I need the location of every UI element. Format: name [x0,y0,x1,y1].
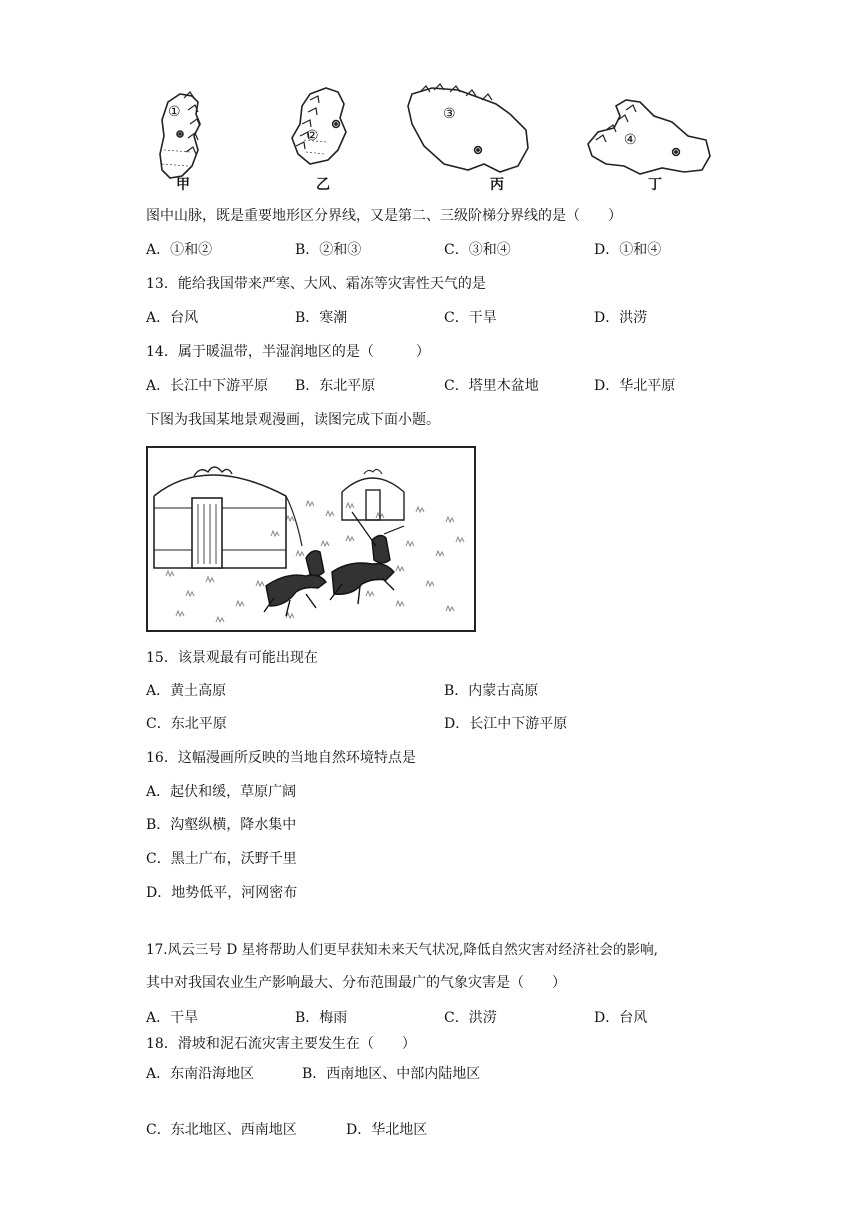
q16-option-a[interactable]: A．起伏和缓，草原广阔 [146,784,297,800]
q13-option-b[interactable]: B．寒潮 [295,310,348,326]
map-bing [408,84,528,172]
map-label-jia: 甲 [176,177,190,193]
map-outlines [140,80,730,192]
map-ding [588,100,710,174]
q15-option-b[interactable]: B．内蒙古高原 [444,683,539,699]
q18-option-b[interactable]: B．西南地区、中部内陆地区 [302,1066,481,1082]
q14-option-a[interactable]: A．长江中下游平原 [146,378,269,394]
q16-option-c[interactable]: C．黑土广布，沃野千里 [146,851,297,867]
map-marker-3: ③ [443,106,456,122]
q15-stem: 15．该景观最有可能出现在 [146,650,318,666]
maps-figure [140,80,730,192]
cartoon-drawing [146,446,476,632]
q15-option-d[interactable]: D．长江中下游平原 [444,716,568,732]
q14-option-d[interactable]: D．华北平原 [594,378,676,394]
map-label-ding: 丁 [648,177,662,193]
q13-option-a[interactable]: A．台风 [146,310,199,326]
q12-option-d[interactable]: D．①和④ [594,242,662,258]
q17-option-c[interactable]: C．洪涝 [444,1010,497,1026]
map-yi [292,88,346,164]
q16-option-d[interactable]: D．地势低平，河网密布 [146,885,298,901]
q17-option-b[interactable]: B．梅雨 [295,1010,348,1026]
q17-stem-line2: 其中对我国农业生产影响最大、分布范围最广的气象灾害是（ ） [146,975,566,991]
cartoon-intro: 下图为我国某地景观漫画，读图完成下面小题。 [146,412,440,428]
q17-option-a[interactable]: A．干旱 [146,1010,199,1026]
q13-option-c[interactable]: C．干旱 [444,310,497,326]
q16-option-b[interactable]: B．沟壑纵横，降水集中 [146,817,297,833]
q18-stem: 18．滑坡和泥石流灾害主要发生在（ ） [146,1036,416,1052]
q17-option-d[interactable]: D．台风 [594,1010,648,1026]
q14-stem: 14．属于暖温带，半湿润地区的是（ ） [146,344,430,360]
map-label-bing: 丙 [490,177,504,193]
q18-option-d[interactable]: D．华北地区 [346,1122,428,1138]
q12-stem: 图中山脉，既是重要地形区分界线，又是第二、三级阶梯分界线的是（ ） [146,208,622,224]
q12-option-b[interactable]: B．②和③ [295,242,362,258]
q12-option-a[interactable]: A．①和② [146,242,213,258]
map-marker-2: ② [306,128,319,144]
q17-stem-line1: 17.风云三号 D 星将帮助人们更早获知未来天气状况,降低自然灾害对经济社会的影响, [146,942,658,958]
q15-option-a[interactable]: A．黄土高原 [146,683,227,699]
q14-option-c[interactable]: C．塔里木盆地 [444,378,539,394]
landscape-cartoon [146,446,476,632]
q15-option-c[interactable]: C．东北平原 [146,716,227,732]
map-label-yi: 乙 [316,177,330,193]
q16-stem: 16．这幅漫画所反映的当地自然环境特点是 [146,750,416,766]
q12-option-c[interactable]: C．③和④ [444,242,511,258]
q18-option-c[interactable]: C．东北地区、西南地区 [146,1122,297,1138]
q13-option-d[interactable]: D．洪涝 [594,310,648,326]
q13-stem: 13．能给我国带来严寒、大风、霜冻等灾害性天气的是 [146,276,486,292]
map-marker-4: ④ [624,132,637,148]
q18-option-a[interactable]: A．东南沿海地区 [146,1066,255,1082]
map-marker-1: ① [168,104,181,120]
q14-option-b[interactable]: B．东北平原 [295,378,376,394]
